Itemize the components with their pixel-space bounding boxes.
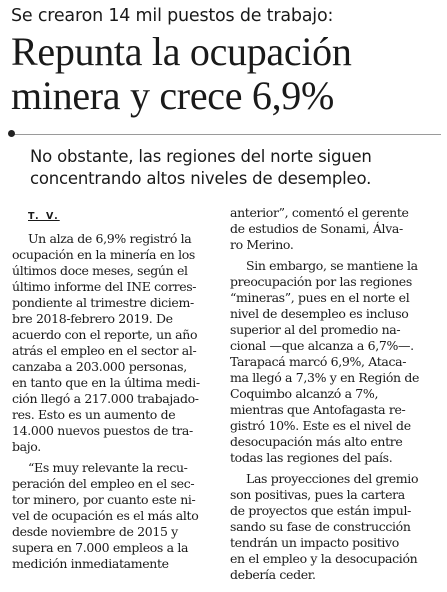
text-line: superior al del promedio na- (230, 322, 401, 337)
text-line: en el empleo y la desocupación (230, 551, 418, 566)
text-line: Coquimbo alcanzó a 7%, (230, 386, 379, 401)
text-line: vel de ocupación es el más alto (12, 508, 199, 523)
paragraph (230, 205, 444, 253)
byline: T. V. (28, 211, 60, 222)
text-line: ción llegó a 217.000 trabajado- (12, 391, 199, 406)
text-line: ro Merino. (230, 237, 294, 252)
text-line: Tarapacá marcó 6,9%, Ataca- (230, 354, 407, 369)
text-line: desde noviembre de 2015 y (12, 524, 178, 539)
text-line: de estudios de Sonami, Álva- (230, 221, 403, 236)
text-line: “Es muy relevante la recu- (28, 460, 188, 475)
text-line: gistró 10%. Este es el nivel de (230, 418, 411, 433)
deck-line: concentrando altos niveles de desempleo. (30, 169, 372, 188)
text-line: todas las regiones del país. (230, 450, 393, 465)
text-line: de proyectos que están impul- (230, 503, 411, 518)
text-line: res. Esto es un aumento de (12, 407, 176, 422)
text-line: atrás el empleo en el sector al- (12, 343, 197, 358)
body-column-left (12, 231, 217, 577)
paragraph (12, 231, 217, 455)
text-line: “mineras”, pues en el norte el (230, 290, 410, 305)
deck (30, 146, 435, 190)
text-line: son positivas, pues la cartera (230, 487, 405, 502)
kicker: Se crearon 14 mil puestos de trabajo: (11, 6, 334, 26)
text-line: nivel de desempleo es incluso (230, 306, 409, 321)
text-line: medición inmediatamente (12, 556, 169, 571)
paragraph (12, 460, 217, 572)
text-line: último informe del INE corres- (12, 279, 197, 294)
text-line: supera en 7.000 empleos a la (12, 540, 189, 555)
headline-line: minera y crece 6,9% (11, 73, 335, 118)
divider-bullet (8, 130, 15, 137)
text-line: ocupación en la minería en los (12, 247, 195, 262)
paragraph (230, 258, 444, 466)
text-line: ma llegó a 7,3% y en Región de (230, 370, 420, 385)
deck-line: No obstante, las regiones del norte siguen (30, 147, 372, 166)
text-line: Las proyecciones del gremio (246, 471, 419, 486)
text-line: debería ceder. (230, 567, 316, 582)
text-line: mientras que Antofagasta re- (230, 402, 406, 417)
paragraph (230, 471, 444, 583)
divider (11, 134, 441, 135)
text-line: tendrán un impacto positivo (230, 535, 399, 550)
text-line: Sin embargo, se mantiene la (246, 258, 418, 273)
text-line: acuerdo con el reporte, un año (12, 327, 198, 342)
headline-line: Repunta la ocupación (11, 29, 352, 74)
text-line: bajo. (12, 439, 41, 454)
text-line: últimos doce meses, según el (12, 263, 188, 278)
text-line: en tanto que en la última medi- (12, 375, 200, 390)
text-line: bre 2018-febrero 2019. De (12, 311, 173, 326)
text-line: pondiente al trimestre diciem- (12, 295, 194, 310)
body-column-right (230, 205, 444, 588)
text-line: tor minero, por cuanto este ni- (12, 492, 196, 507)
text-line: desocupación más alto entre (230, 434, 403, 449)
headline (11, 30, 441, 118)
text-line: 14.000 nuevos puestos de tra- (12, 423, 193, 438)
text-line: anterior”, comentó el gerente (230, 205, 409, 220)
text-line: peración del empleo en el sec- (12, 476, 195, 491)
text-line: sando su fase de construcción (230, 519, 411, 534)
text-line: cional —que alcanza a 6,7%—. (230, 338, 414, 353)
text-line: canzaba a 203.000 personas, (12, 359, 187, 374)
text-line: Un alza de 6,9% registró la (28, 231, 192, 246)
text-line: preocupación por las regiones (230, 274, 412, 289)
